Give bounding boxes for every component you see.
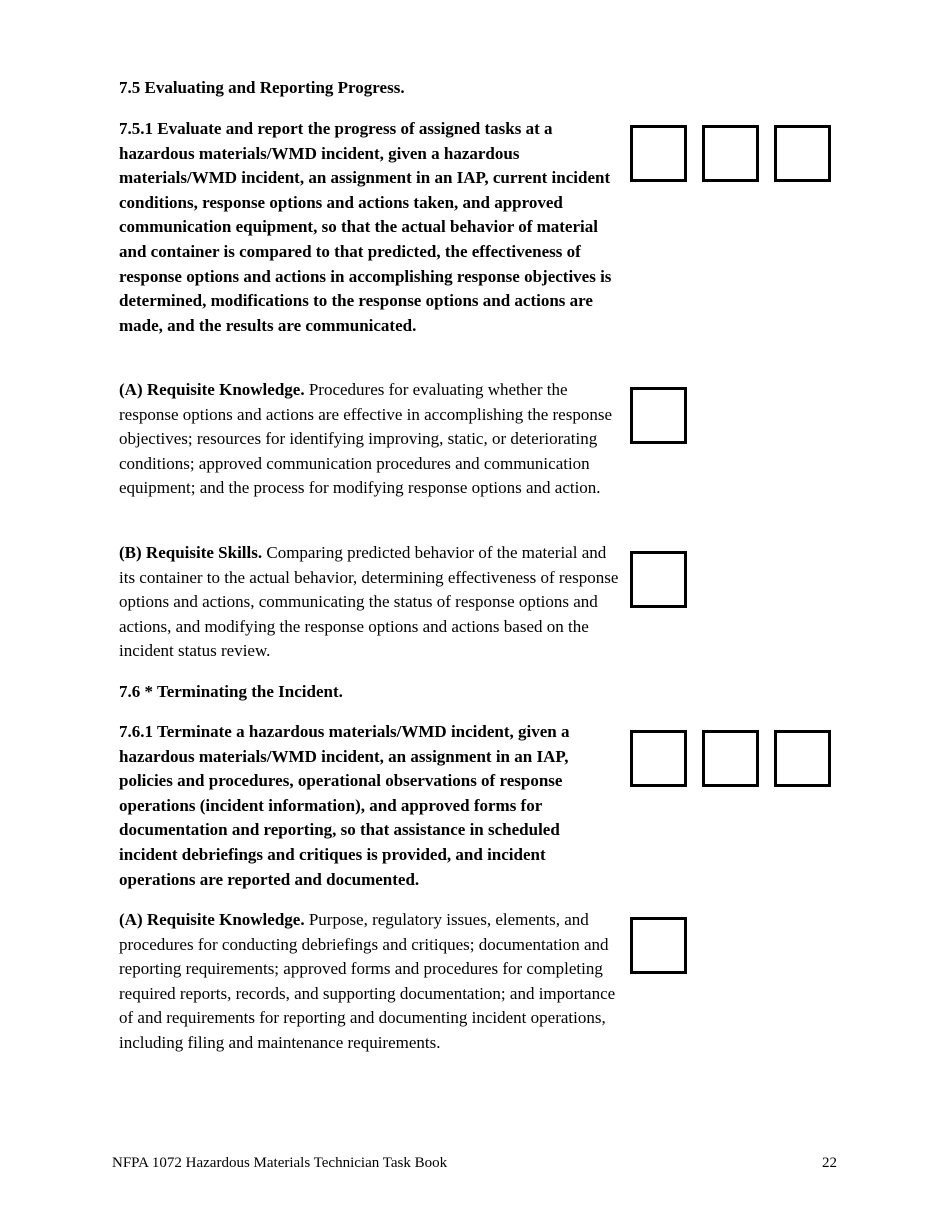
signoff-checkbox[interactable] xyxy=(630,917,687,974)
signoff-boxes-7-5-1-b xyxy=(630,551,687,608)
requisite-knowledge-7-6-1 xyxy=(119,908,619,1056)
task-7-5-1: 7.5.1 Evaluate and report the progress of assigned tasks at a hazardous materials/WMD incident, given a hazardous materials/WMD incident, an assignment in an IAP, current incident conditions, response options and actions taken, and approved communication equipment, so that the actual behavior of material and container is compared to that predicted, the effectiveness of response options and actions in accomplishing response objectives is determined, modifications to the response options and actions are made, and the results are communicated. xyxy=(119,119,612,335)
signoff-boxes-7-6-1-a xyxy=(630,917,687,974)
requisite-skills-text: Comparing predicted behavior of the material and its container to the actual behavior, determining effectiveness of response options and actions, communicating the status of response options and actions, and modifying the response options and actions based on the incident status review. xyxy=(119,543,619,661)
requisite-knowledge-label: (A) Requisite Knowledge. xyxy=(119,380,305,399)
section-heading-7-6: 7.6 * Terminating the Incident. xyxy=(119,682,343,701)
section-heading-7-5: 7.5 Evaluating and Reporting Progress. xyxy=(119,78,405,97)
requisite-knowledge-text: Procedures for evaluating whether the response options and actions are effective in accomplishing the response objectives; resources for identifying improving, static, or deteriorating conditions; approved communication procedures and communication equipment; and the process for modifying response options and action. xyxy=(119,380,613,498)
signoff-checkbox[interactable] xyxy=(774,730,831,787)
signoff-checkbox[interactable] xyxy=(630,387,687,444)
signoff-checkbox[interactable] xyxy=(774,125,831,182)
signoff-checkbox[interactable] xyxy=(702,125,759,182)
task-7-6-1: 7.6.1 Terminate a hazardous materials/WMD incident, given a hazardous materials/WMD incident, an assignment in an IAP, policies and procedures, operational observations of response operations (incident information), and approved forms for documentation and reporting, so that assistance in scheduled incident debriefings and critiques is provided, and incident operations are reported and documented. xyxy=(119,722,570,889)
signoff-checkbox[interactable] xyxy=(630,730,687,787)
signoff-checkbox[interactable] xyxy=(702,730,759,787)
signoff-boxes-7-5-1-a xyxy=(630,387,687,444)
requisite-knowledge-label: (A) Requisite Knowledge. xyxy=(119,910,305,929)
signoff-boxes-7-6-1 xyxy=(630,730,831,787)
requisite-skills-7-5-1 xyxy=(119,541,619,664)
signoff-boxes-7-5-1 xyxy=(630,125,831,182)
requisite-skills-label: (B) Requisite Skills. xyxy=(119,543,263,562)
requisite-knowledge-text: Purpose, regulatory issues, elements, and procedures for conducting debriefings and critiques; documentation and reporting requirements; approved forms and procedures for completing required reports, records, and supporting documentation; and importance of and requirements for reporting and documenting incident operations, including filing and maintenance requirements. xyxy=(119,910,616,1052)
footer-title: NFPA 1072 Hazardous Materials Technician Task Book xyxy=(112,1155,448,1171)
signoff-checkbox[interactable] xyxy=(630,125,687,182)
page-number: 22 xyxy=(822,1155,837,1171)
signoff-checkbox[interactable] xyxy=(630,551,687,608)
requisite-knowledge-7-5-1 xyxy=(119,378,619,501)
